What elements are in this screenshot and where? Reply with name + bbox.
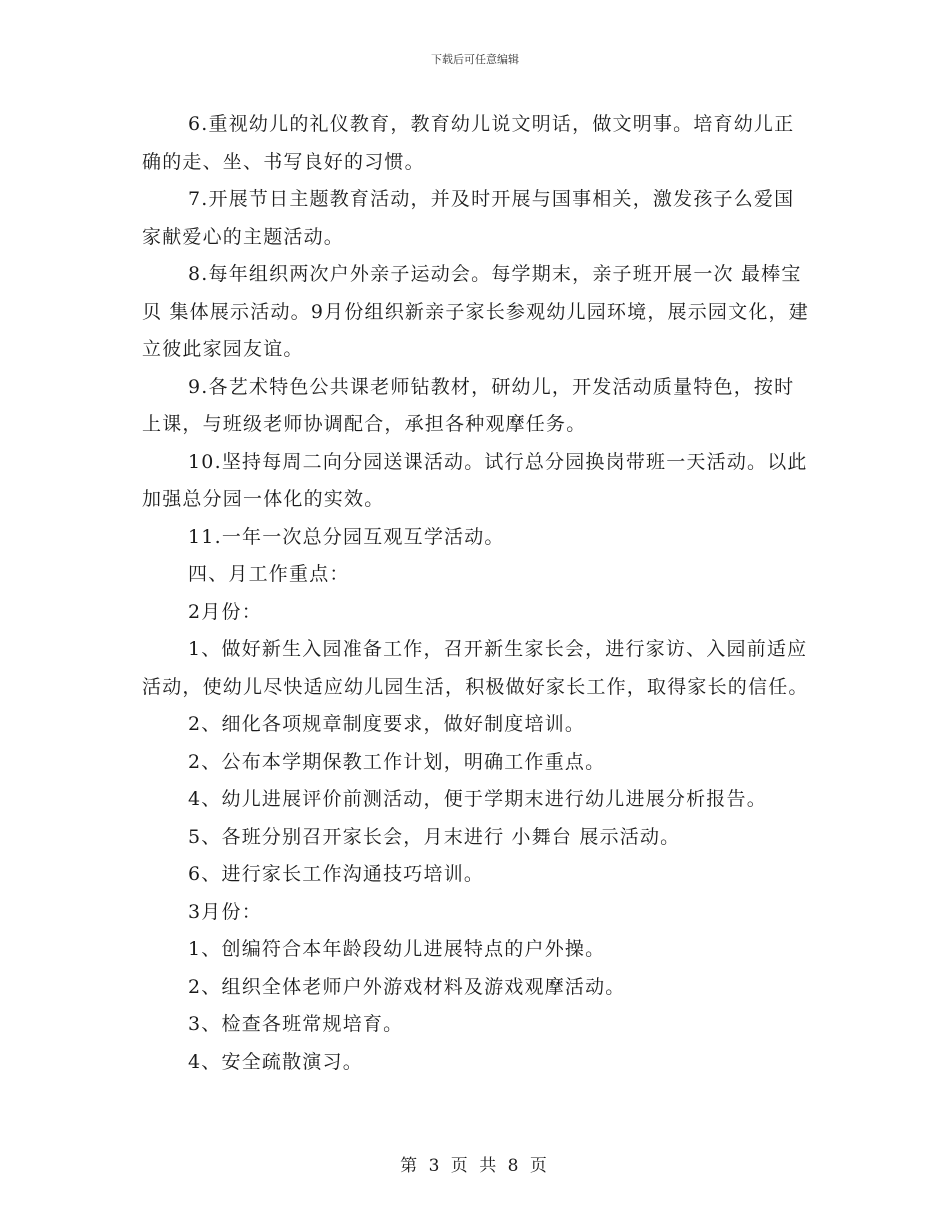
month-heading-feb: 2月份：	[188, 600, 262, 623]
feb-item-6: 6、进行家长工作沟通技巧培训。	[188, 863, 485, 885]
paragraph-item-10: 10.坚持每周二向分园送课活动。试行总分园换岗带班一天活动。以此加强总分园一体化的实效。	[142, 450, 808, 510]
feb-item-4: 4、幼儿进展评价前测活动，便于学期末进行幼儿进展分析报告。	[188, 788, 767, 810]
paragraph-item-6: 6.重视幼儿的礼仪教育，教育幼儿说文明话，做文明事。培育幼儿正确的走、坐、书写良好的习惯。	[142, 113, 795, 173]
document-body	[142, 106, 810, 1081]
mar-item-3: 3、检查各班常规培育。	[188, 1013, 404, 1035]
month-heading-mar: 3月份：	[188, 900, 262, 923]
paragraph-item-9: 9.各艺术特色公共课老师钻教材，研幼儿，开发活动质量特色，按时上课，与班级老师协调配合，承担各种观摩任务。	[142, 375, 795, 435]
section-heading: 四、月工作重点：	[188, 563, 350, 585]
page-header: 下载后可任意编辑	[431, 53, 519, 66]
paragraph-item-11: 11.一年一次总分园互观互学活动。	[188, 525, 505, 548]
feb-item-1: 1、做好新生入园准备工作，召开新生家长会，进行家访、入园前适应活动，使幼儿尽快适应幼儿园生活，积极做好家长工作，取得家长的信任。	[142, 638, 809, 698]
feb-item-5: 5、各班分别召开家长会，月末进行 小舞台 展示活动。	[188, 825, 681, 848]
paragraph-item-8: 8.每年组织两次户外亲子运动会。每学期末，亲子班开展一次 最棒宝贝 集体展示活动。9月份组织新亲子家长参观幼儿园环境，展示园文化，建立彼此家园友谊。	[142, 263, 809, 360]
paragraph-item-7: 7.开展节日主题教育活动，并及时开展与国事相关，激发孩子么爱国家献爱心的主题活动。	[142, 188, 795, 248]
mar-item-2: 2、组织全体老师户外游戏材料及游戏观摩活动。	[188, 975, 626, 998]
feb-item-3: 2、公布本学期保教工作计划，明确工作重点。	[188, 750, 606, 773]
page-number: 第 3 页 共 8 页	[400, 1156, 550, 1176]
mar-item-1: 1、创编符合本年龄段幼儿进展特点的户外操。	[188, 938, 606, 960]
mar-item-4: 4、安全疏散演习。	[188, 1050, 363, 1073]
feb-item-2: 2、细化各项规章制度要求，做好制度培训。	[188, 713, 586, 735]
